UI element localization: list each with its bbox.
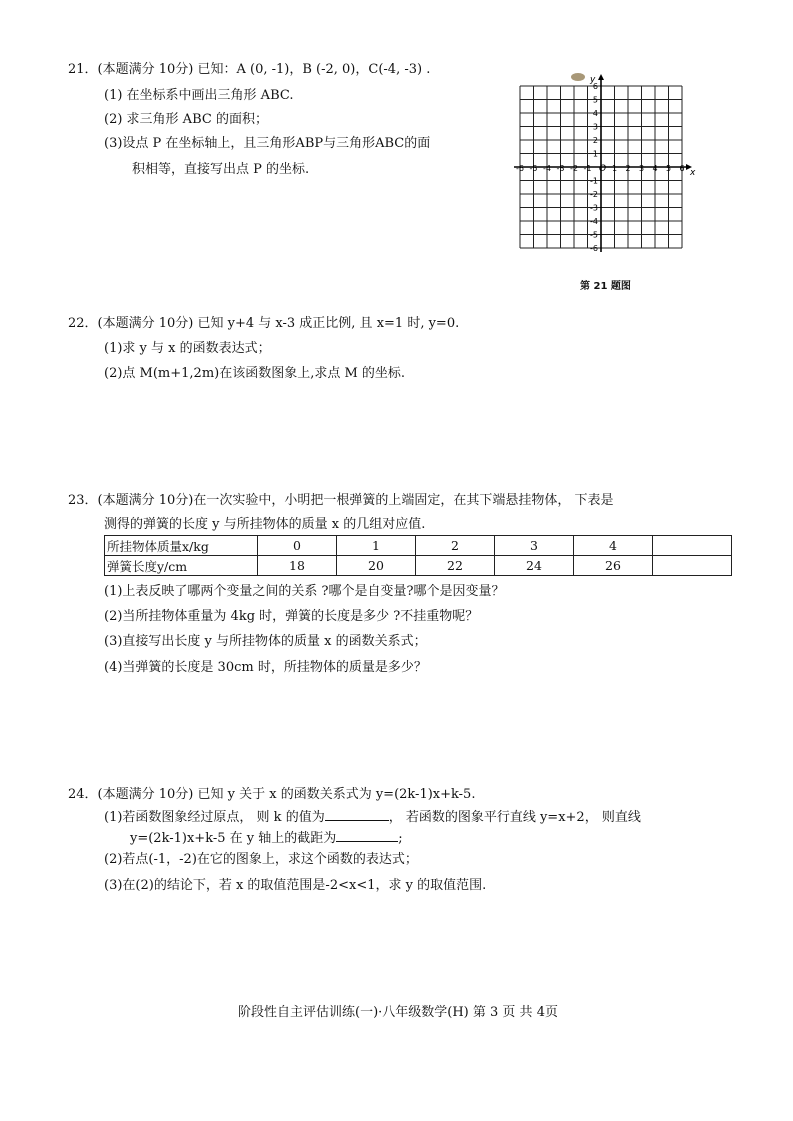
table-header-mass: 所挂物体质量x/kg bbox=[105, 536, 258, 556]
q21-part1: (1) 在坐标系中画出三角形 ABC. bbox=[104, 88, 294, 103]
y-axis-arrow bbox=[598, 74, 604, 80]
q24-part3: (3)在(2)的结论下，若 x 的取值范围是-2<x<1，求 y 的取值范围. bbox=[104, 878, 487, 893]
table-cell bbox=[653, 556, 732, 576]
y-tick-label: -6 bbox=[590, 244, 598, 253]
q24-stem: 24．(本题满分 10分) 已知 y 关于 x 的函数关系式为 y=(2k-1)x+k-5. bbox=[68, 787, 476, 802]
y-tick-label: 1 bbox=[592, 149, 598, 159]
x-tick-label: 4 bbox=[652, 164, 658, 173]
x-tick-label: 3 bbox=[638, 164, 645, 173]
q23-data-table bbox=[104, 535, 732, 576]
table-cell: 18 bbox=[258, 556, 337, 576]
y-tick-label: -2 bbox=[590, 190, 598, 199]
answer-blank[interactable] bbox=[325, 808, 389, 821]
x-tick-label: -4 bbox=[543, 164, 551, 173]
origin-label: O bbox=[599, 164, 607, 174]
q24-part1-text-d: ; bbox=[398, 831, 403, 846]
table-cell: 1 bbox=[337, 536, 416, 556]
table-cell: 20 bbox=[337, 556, 416, 576]
q23-stem-line1: 23．(本题满分 10分)在一次实验中，小明把一根弹簧的上端固定，在其下端悬挂物体， 下表是 bbox=[68, 493, 614, 508]
y-axis-label: y bbox=[590, 75, 596, 85]
q24-part1-line1 bbox=[104, 808, 641, 826]
table-cell: 22 bbox=[416, 556, 495, 576]
table-cell: 26 bbox=[574, 556, 653, 576]
q21-part3-line1: (3)设点 P 在坐标轴上，且三角形ABP与三角形ABC的面 bbox=[104, 136, 431, 151]
q24-part1-line2 bbox=[130, 829, 403, 847]
q21-stem: 21．(本题满分 10分) 已知：A (0, -1)，B (-2, 0)，C(-4, -3) . bbox=[68, 62, 431, 77]
q21-figure-caption: 第 21 题图 bbox=[580, 281, 631, 292]
ink-smudge bbox=[571, 73, 585, 81]
y-tick-label: 5 bbox=[592, 95, 598, 105]
q23-part1: (1)上表反映了哪两个变量之间的关系 ?哪个是自变量?哪个是因变量？ bbox=[104, 584, 505, 599]
q22-stem: 22．(本题满分 10分) 已知 y+4 与 x-3 成正比例, 且 x=1 时, y=0. bbox=[68, 316, 460, 331]
q21-part3-line2: 积相等，直接写出点 P 的坐标. bbox=[132, 162, 310, 177]
y-tick-label: -3 bbox=[590, 203, 598, 213]
q21-part2: (2) 求三角形 ABC 的面积； bbox=[104, 112, 268, 127]
q24-part1-text-b: ， 若函数的图象平行直线 y=x+2， 则直线 bbox=[388, 810, 641, 825]
q21-coordinate-grid bbox=[508, 68, 698, 268]
table-header-length: 弹簧长度y/cm bbox=[105, 556, 258, 576]
x-tick-label: 5 bbox=[665, 164, 672, 173]
y-tick-label: 2 bbox=[592, 136, 598, 145]
q24-part1-text-a: (1)若函数图象经过原点， 则 k 的值为 bbox=[104, 810, 325, 825]
x-tick-label: 1 bbox=[611, 164, 618, 173]
q23-part2: (2)当所挂物体重量为 4kg 时，弹簧的长度是多少 ?不挂重物呢？ bbox=[104, 609, 479, 624]
coordinate-grid-svg bbox=[508, 68, 698, 268]
x-tick-label: -6 bbox=[516, 164, 524, 173]
q24-part1-text-c: y=(2k-1)x+k-5 在 y 轴上的截距为 bbox=[130, 831, 337, 846]
table-cell: 24 bbox=[495, 556, 574, 576]
table-cell: 0 bbox=[258, 536, 337, 556]
q24-part2: (2)若点(-1，-2)在它的图象上，求这个函数的表达式； bbox=[104, 852, 418, 867]
x-axis-label: x bbox=[690, 168, 696, 178]
y-tick-label: -4 bbox=[590, 217, 598, 226]
y-tick-label: -1 bbox=[590, 176, 598, 186]
x-tick-label: 2 bbox=[625, 164, 631, 173]
answer-blank[interactable] bbox=[336, 829, 398, 842]
y-tick-label: 4 bbox=[592, 109, 598, 118]
x-tick-label: 6 bbox=[679, 164, 685, 173]
table-cell: 4 bbox=[574, 536, 653, 556]
q22-part1: (1)求 y 与 x 的函数表达式； bbox=[104, 341, 271, 356]
q23-part3: (3)直接写出长度 y 与所挂物体的质量 x 的函数关系式； bbox=[104, 634, 427, 649]
y-tick-label: 6 bbox=[592, 82, 598, 91]
q23-part4: (4)当弹簧的长度是 30cm 时，所挂物体的质量是多少？ bbox=[104, 660, 427, 675]
table-row bbox=[105, 556, 732, 576]
x-tick-label: -1 bbox=[583, 164, 592, 173]
table-cell: 2 bbox=[416, 536, 495, 556]
x-tick-label: -3 bbox=[556, 164, 565, 173]
x-tick-label: -2 bbox=[570, 164, 578, 173]
y-tick-label: 3 bbox=[592, 122, 598, 132]
x-tick-label: -5 bbox=[529, 164, 538, 173]
page-footer: 阶段性自主评估训练(一)·八年级数学(H) 第 3 页 共 4页 bbox=[238, 1005, 558, 1020]
q22-part2: (2)点 M(m+1,2m)在该函数图象上,求点 M 的坐标. bbox=[104, 366, 406, 381]
y-tick-label: -5 bbox=[590, 230, 598, 240]
q23-stem-line2: 测得的弹簧的长度 y 与所挂物体的质量 x 的几组对应值. bbox=[104, 517, 426, 532]
table-cell: 3 bbox=[495, 536, 574, 556]
table-cell bbox=[653, 536, 732, 556]
table-row bbox=[105, 536, 732, 556]
